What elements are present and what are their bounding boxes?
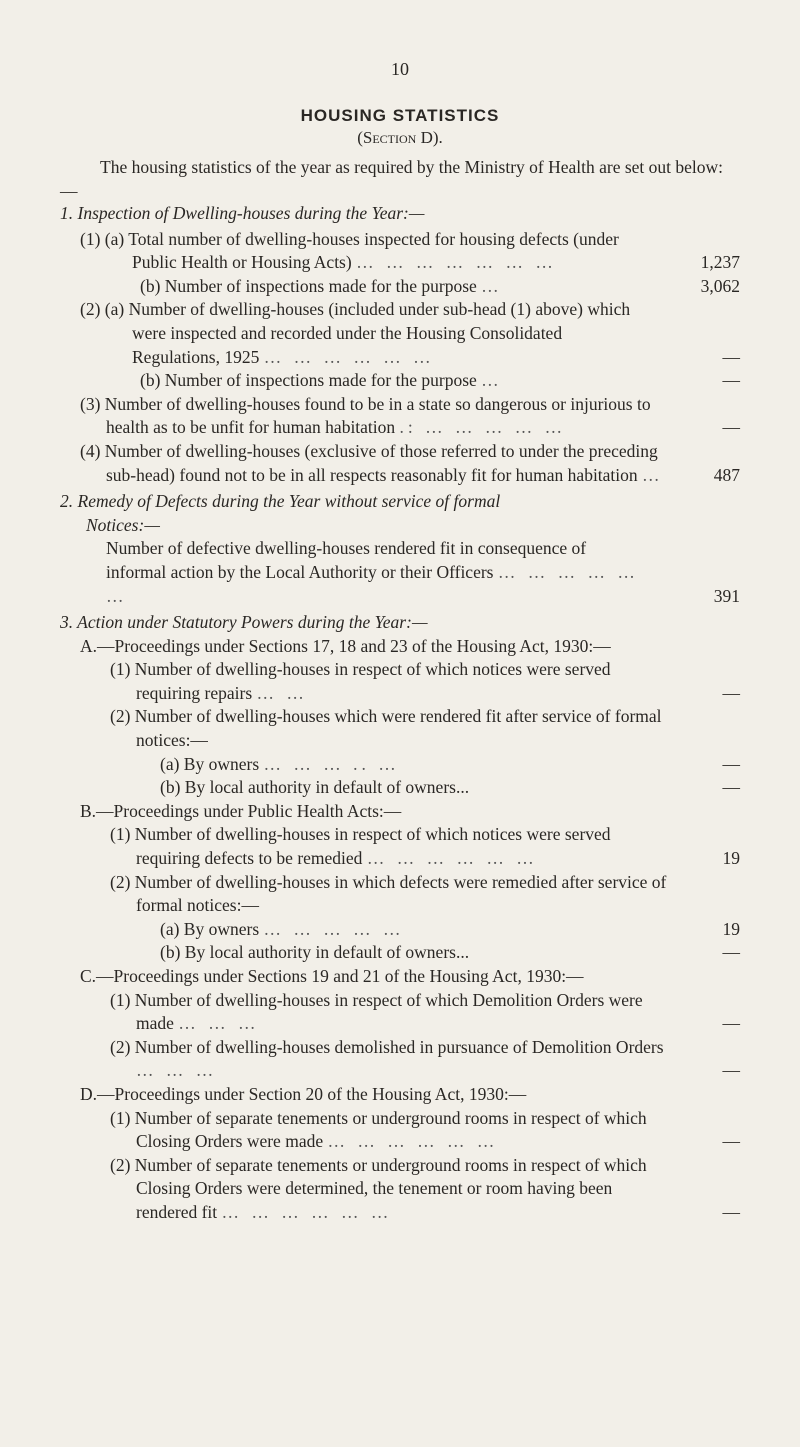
item-value: 3,062 [700,275,740,296]
item-c1: (1) Number of dwelling-houses in respect of which Demolition Orders were made … … … — [110,989,740,1036]
item-text: (b) Number of inspections made for the purpose [140,275,477,296]
page-title: HOUSING STATISTICS [300,106,500,125]
item-2: Number of defective dwelling-houses rendered fit in consequence of informal action by the Local Authority or their Officers … … … … … … 391 [80,537,740,608]
item-1-3: (3) Number of dwelling-houses found to be in a state so dangerous or injurious to health as to be unfit for human habitation .: … … … … … — [80,393,740,440]
item-value: 1,237 [700,252,740,273]
item-a2a: (a) By owners … … … .. … — [160,753,740,777]
subsection-b-heading: B.—Proceedings under Public Health Acts:— [80,800,402,821]
subsection-d-heading: D.—Proceedings under Section 20 of the Housing Act, 1930:— [80,1083,527,1104]
item-value: — [722,370,740,391]
section-3-heading: 3. Action under Statutory Powers during the Year:— [60,612,428,633]
item-text: (2) Number of dwelling-houses demolished in pursuance of Demolition Orders [110,1036,664,1057]
item-text: (1) Number of dwelling-houses in respect of which Demolition Orders were made [110,989,643,1034]
item-value: 19 [722,848,740,869]
item-value: — [722,1013,740,1034]
page-number: 10 [391,59,409,79]
item-value: — [722,1131,740,1152]
item-a2 [110,705,740,752]
item-text: (b) By local authority in default of owners... [160,942,470,963]
item-text: (1) Number of dwelling-houses in respect of which notices were served requiring repairs [110,659,611,703]
item-value: 487 [713,464,740,485]
item-1-1b: (b) Number of inspections made for the purpose … 3,062 [140,275,740,299]
section-2-heading: 2. Remedy of Defects during the Year without service of formal Notices:— [60,491,501,535]
item-d2: (2) Number of separate tenements or underground rooms in respect of which Closing Orders were determined, the tenement or room having been rendered fit … … … … … … — [110,1154,740,1225]
item-text: (a) By owners [160,753,260,774]
item-value: — [722,1060,740,1081]
item-value: — [722,777,740,798]
item-text: (2) Number of dwelling-houses in which defects were remedied after service of formal notices:— [110,871,667,916]
item-text: (2) (a) Number of dwelling-houses (included under sub-head (1) above) which were inspected and recorded under the Housing Consolidated Regulations, 1925 [80,299,631,367]
item-text: (a) By owners [160,918,260,939]
item-text: (2) Number of separate tenements or underground rooms in respect of which Closing Orders were determined, the tenement or room having been rendered fit [110,1154,647,1222]
item-1-2b: (b) Number of inspections made for the purpose … — [140,369,740,393]
item-text: (1) Number of dwelling-houses in respect of which notices were served requiring defects to be remedied [110,824,611,869]
subsection-c-heading: C.—Proceedings under Sections 19 and 21 of the Housing Act, 1930:— [80,966,584,986]
item-text: (b) By local authority in default of owners... [160,777,470,798]
item-value: — [722,753,740,774]
item-b1: (1) Number of dwelling-houses in respect of which notices were served requiring defects to be remedied … … … … … … 19 [110,823,740,870]
item-value: — [722,942,740,963]
item-text: (1) Number of separate tenements or underground rooms in respect of which Closing Orders were made [110,1107,647,1152]
item-text: (2) Number of dwelling-houses which were rendered fit after service of formal notices:— [110,706,662,751]
item-b2 [110,871,740,918]
subsection-a-heading: A.—Proceedings under Sections 17, 18 and 23 of the Housing Act, 1930:— [80,635,611,656]
item-c2: (2) Number of dwelling-houses demolished in pursuance of Demolition Orders … … … — [110,1036,740,1083]
section-1-heading: 1. Inspection of Dwelling-houses during the Year:— [60,203,425,223]
item-value: 19 [722,918,740,939]
item-value: — [722,417,740,438]
item-1-4: (4) Number of dwelling-houses (exclusive of those referred to under the preceding sub-head) found not to be in all respects reasonably fit for human habitation … 487 [80,440,740,487]
item-value: — [722,346,740,367]
item-text: Number of defective dwelling-houses rendered fit in consequence of informal action by the Local Authority or their Officers [106,538,587,582]
item-a2b [160,776,740,800]
statistics-body [60,202,740,1225]
item-value: — [722,682,740,703]
item-text: (1) (a) Total number of dwelling-houses inspected for housing defects (under Public Health or Housing Acts) [80,228,619,273]
item-1-1a: (1) (a) Total number of dwelling-houses inspected for housing defects (under Public Health or Housing Acts) … … … … … … … 1,237 [80,228,740,275]
intro-paragraph [60,156,740,203]
item-value: — [722,1201,740,1222]
item-b2a: (a) By owners … … … … … 19 [160,918,740,942]
item-text: (b) Number of inspections made for the purpose [140,370,477,391]
item-text: (3) Number of dwelling-houses found to be in a state so dangerous or injurious to health as to be unfit for human habitation [80,393,651,438]
page-subtitle: (Section D). [357,128,443,147]
item-1-2a: (2) (a) Number of dwelling-houses (included under sub-head (1) above) which were inspected and recorded under the Housing Consolidated Regulations, 1925 … … … … … … — [80,298,740,369]
intro-text: The housing statistics of the year as required by the Ministry of Health are set out below:— [60,157,724,201]
item-value: 391 [713,585,740,606]
item-b2b [160,941,740,965]
item-text: (4) Number of dwelling-houses (exclusive of those referred to under the preceding sub-head) found not to be in all respects reasonably fit for human habitation [80,440,658,485]
item-d1: (1) Number of separate tenements or underground rooms in respect of which Closing Orders were made … … … … … … — [110,1107,740,1154]
item-a1: (1) Number of dwelling-houses in respect of which notices were served requiring repairs … … — [110,658,740,705]
